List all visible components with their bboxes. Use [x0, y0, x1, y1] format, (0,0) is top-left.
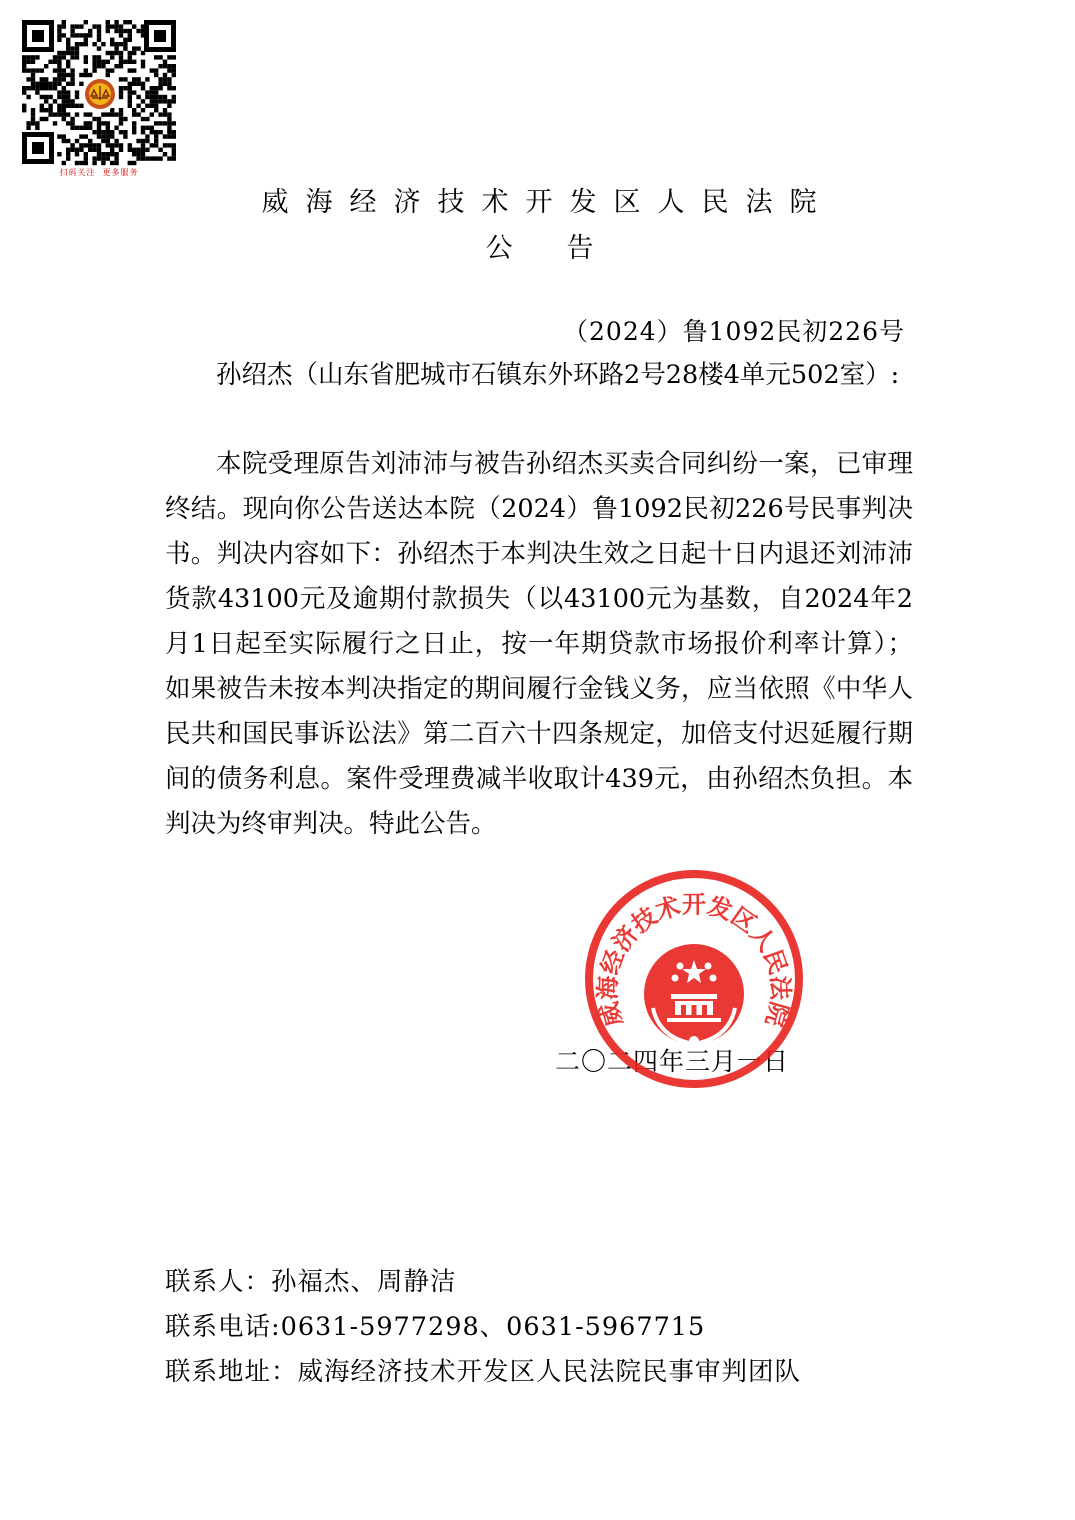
issue-date: 二〇二四年三月一日	[555, 1047, 790, 1076]
qr-code-image	[20, 18, 178, 166]
addressee: 孙绍杰（山东省肥城市石镇东外环路2号28楼4单元502室）:	[216, 360, 900, 390]
contact-phone: 联系电话:0631-5977298、0631-5967715	[165, 1312, 706, 1342]
qr-caption: 扫码关注 更多服务	[59, 168, 139, 177]
case-number: （2024）鲁1092民初226号	[563, 317, 905, 346]
seal-text: 威海经济技术开发区人民法院	[593, 890, 795, 1030]
notice-body: 本院受理原告刘沛沛与被告孙绍杰买卖合同纠纷一案，已审理终结。现向你公告送达本院（2024）鲁1092民初226号民事判决书。判决内容如下：孙绍杰于本判决生效之日起十日内退还刘沛沛货款43100元及逾期付款损失（以43100元为基数，自2024年2月1日起至实际履行之日止，按一年期贷款市场报价利率计算）； 如果被告未按本判决指定的期间履行金钱义务，应当依照《中华人民共和国民事诉讼法》第二百六十四条规定，加倍支付迟延履行期间的债务利息。案件受理费减半收取计439元，由孙绍杰负担。本判决为终审判决。特此公告。	[165, 449, 913, 839]
contact-person: 联系人：孙福杰、周静洁	[165, 1267, 457, 1297]
court-title: 威海经济技术开发区人民法院	[261, 187, 834, 218]
court-seal-image	[583, 868, 805, 1090]
document-type-title: 公告	[485, 233, 648, 264]
contact-address: 联系地址：威海经济技术开发区人民法院民事审判团队	[165, 1357, 802, 1387]
